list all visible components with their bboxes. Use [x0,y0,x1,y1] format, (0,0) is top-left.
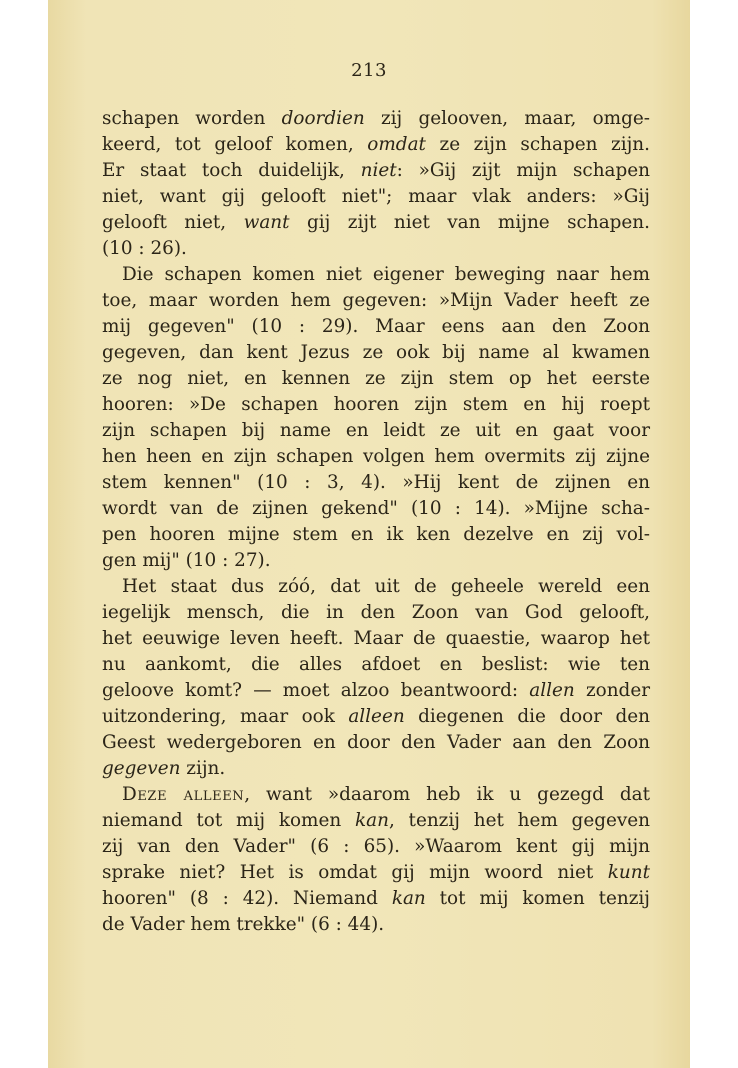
text-run: zij gelooven, maar, omge- [364,108,650,129]
text-line [102,886,650,912]
text-line [102,548,650,574]
text-line [102,574,650,600]
text-run: toe, maar worden hem gegeven: »Mijn Vader heeft ze [102,290,650,311]
text-run: het eeuwige leven heeft. Maar de quaestie, waarop het [102,628,650,649]
text-run: : »Gij zijt mijn schapen [396,160,651,181]
text-line [102,808,650,834]
text-run: nu aankomt, die alles afdoet en beslist: wie ten [102,654,650,675]
text-run: ze nog niet, en kennen ze zijn stem op het eerste [102,368,650,389]
text-line [102,652,650,678]
body-text [102,106,650,938]
italic-text: niet [360,160,397,181]
italic-text: gegeven [102,758,181,779]
text-line [102,184,650,210]
text-line [102,210,650,236]
text-run: gegeven, dan kent Jezus ze ook bij name al kwamen [102,342,650,363]
text-line [102,106,650,132]
text-run: zijn schapen bij name en leidt ze uit en gaat voor [102,420,650,441]
text-run: pen hooren mijne stem en ik ken dezelve en zij vol- [102,524,650,545]
text-line [102,522,650,548]
text-line [102,834,650,860]
book-page [48,0,690,1068]
italic-text: omdat [367,134,426,155]
italic-text: doordien [281,108,365,129]
text-run: ze zijn schapen zijn. [425,134,650,155]
text-run: keerd, tot geloof komen, [102,134,368,155]
text-run: Er staat toch duidelijk, [102,160,361,181]
text-run: hen heen en zijn schapen volgen hem overmits zij zijne [102,446,650,467]
text-line [102,912,650,938]
text-run: stem kennen" (10 : 3, 4). »Hij kent de zijnen en [102,472,650,493]
text-run: Geest wedergeboren en door den Vader aan den Zoon [102,732,650,753]
text-run: uitzondering, maar ook [102,706,349,727]
text-line [102,314,650,340]
text-run: wordt van de zijnen gekend" (10 : 14). »Mijne scha- [102,498,650,519]
text-run: gelooft niet, [102,212,244,233]
text-line [102,496,650,522]
text-run: , want »daarom heb ik u gezegd dat [244,784,650,805]
text-run: hooren" (8 : 42). Niemand [102,888,392,909]
text-run: zonder [574,680,650,701]
text-run: gij zijt niet van mijne schapen. [289,212,650,233]
text-line [102,158,650,184]
text-line [102,366,650,392]
text-line [102,470,650,496]
text-line [102,730,650,756]
italic-text: allen [529,680,575,701]
text-run: zijn. [180,758,226,779]
text-line [102,704,650,730]
text-line [102,444,650,470]
text-line [102,262,650,288]
text-run: iegelijk mensch, die in den Zoon van God gelooft, [102,602,650,623]
page-number: 213 [351,60,387,81]
italic-text: want [243,212,290,233]
text-line [102,132,650,158]
text-run: zij van den Vader" (6 : 65). »Waarom kent gij mijn [102,836,650,857]
text-run: Het staat dus zóó, dat uit de geheele wereld een [122,576,650,597]
text-run: niemand tot mij komen [102,810,355,831]
text-run: diegenen die door den [404,706,650,727]
text-line [102,288,650,314]
text-run: geloove komt? — moet alzoo beantwoord: [102,680,530,701]
text-run: de Vader hem trekke" (6 : 44). [102,914,385,935]
text-line [102,418,650,444]
text-run: gen mij" (10 : 27). [102,550,271,571]
small-caps-text: Deze alleen [122,784,245,805]
text-run: niet, want gij gelooft niet"; maar vlak anders: »Gij [102,186,650,207]
text-run: sprake niet? Het is omdat gij mijn woord niet [102,862,608,883]
text-run: Die schapen komen niet eigener beweging naar hem [122,264,650,285]
text-line [102,860,650,886]
text-line [102,600,650,626]
text-run: mij gegeven" (10 : 29). Maar eens aan den Zoon [102,316,650,337]
text-run: (10 : 26). [102,238,187,259]
text-line [102,782,650,808]
text-line [102,340,650,366]
text-line [102,392,650,418]
italic-text: kan [391,888,426,909]
text-line [102,626,650,652]
text-run: schapen worden [102,108,282,129]
text-line [102,678,650,704]
italic-text: kan [354,810,389,831]
italic-text: kunt [607,862,650,883]
text-run: , tenzij het hem gegeven [388,810,650,831]
text-run: tot mij komen tenzij [425,888,650,909]
text-run: hooren: »De schapen hooren zijn stem en hij roept [102,394,650,415]
text-line [102,236,650,262]
text-line [102,756,650,782]
italic-text: alleen [348,706,405,727]
